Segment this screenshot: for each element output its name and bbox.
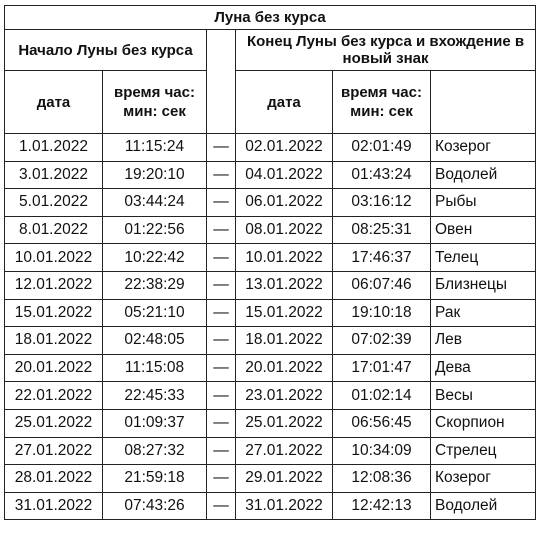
zodiac-sign-cell: Стрелец — [431, 437, 536, 465]
end-time-cell: 03:16:12 — [333, 189, 431, 217]
dash-cell: — — [207, 299, 236, 327]
start-time-cell: 21:59:18 — [103, 465, 207, 493]
start-time-cell: 19:20:10 — [103, 161, 207, 189]
end-date-cell: 27.01.2022 — [236, 437, 333, 465]
dash-cell: — — [207, 271, 236, 299]
start-date-cell: 22.01.2022 — [5, 382, 103, 410]
end-time-cell: 19:10:18 — [333, 299, 431, 327]
table-row — [5, 327, 536, 355]
dash-cell: — — [207, 354, 236, 382]
end-time-cell: 17:46:37 — [333, 244, 431, 272]
header-sign — [431, 71, 536, 134]
end-time-cell: 10:34:09 — [333, 437, 431, 465]
table-body — [5, 134, 536, 520]
end-time-cell: 01:43:24 — [333, 161, 431, 189]
table-row — [5, 299, 536, 327]
start-time-cell: 11:15:24 — [103, 134, 207, 162]
start-date-cell: 3.01.2022 — [5, 161, 103, 189]
end-date-cell: 15.01.2022 — [236, 299, 333, 327]
zodiac-sign-cell: Скорпион — [431, 409, 536, 437]
start-time-cell: 22:45:33 — [103, 382, 207, 410]
header-end-time: время час: мин: сек — [333, 71, 431, 134]
end-time-cell: 01:02:14 — [333, 382, 431, 410]
zodiac-sign-cell: Телец — [431, 244, 536, 272]
table-row — [5, 354, 536, 382]
start-time-cell: 01:22:56 — [103, 216, 207, 244]
header-dash-column — [207, 30, 236, 134]
zodiac-sign-cell: Рак — [431, 299, 536, 327]
end-date-cell: 20.01.2022 — [236, 354, 333, 382]
end-date-cell: 29.01.2022 — [236, 465, 333, 493]
end-date-cell: 06.01.2022 — [236, 189, 333, 217]
end-date-cell: 02.01.2022 — [236, 134, 333, 162]
start-date-cell: 8.01.2022 — [5, 216, 103, 244]
table-row — [5, 161, 536, 189]
end-time-cell: 06:07:46 — [333, 271, 431, 299]
start-date-cell: 10.01.2022 — [5, 244, 103, 272]
header-end-group: Конец Луны без курса и вхождение в новый знак — [236, 30, 536, 71]
start-time-cell: 02:48:05 — [103, 327, 207, 355]
start-time-cell: 10:22:42 — [103, 244, 207, 272]
table-title: Луна без курса — [5, 6, 536, 30]
table-row — [5, 216, 536, 244]
zodiac-sign-cell: Близнецы — [431, 271, 536, 299]
end-date-cell: 31.01.2022 — [236, 492, 333, 520]
zodiac-sign-cell: Лев — [431, 327, 536, 355]
zodiac-sign-cell: Козерог — [431, 134, 536, 162]
table-row — [5, 244, 536, 272]
start-date-cell: 28.01.2022 — [5, 465, 103, 493]
end-time-cell: 07:02:39 — [333, 327, 431, 355]
start-date-cell: 15.01.2022 — [5, 299, 103, 327]
end-date-cell: 10.01.2022 — [236, 244, 333, 272]
start-time-cell: 05:21:10 — [103, 299, 207, 327]
start-time-cell: 08:27:32 — [103, 437, 207, 465]
header-end-date: дата — [236, 71, 333, 134]
table-row — [5, 437, 536, 465]
start-time-cell: 01:09:37 — [103, 409, 207, 437]
start-time-cell: 11:15:08 — [103, 354, 207, 382]
dash-cell: — — [207, 492, 236, 520]
end-time-cell: 12:08:36 — [333, 465, 431, 493]
zodiac-sign-cell: Водолей — [431, 492, 536, 520]
zodiac-sign-cell: Козерог — [431, 465, 536, 493]
dash-cell: — — [207, 161, 236, 189]
end-date-cell: 04.01.2022 — [236, 161, 333, 189]
dash-cell: — — [207, 134, 236, 162]
start-date-cell: 27.01.2022 — [5, 437, 103, 465]
dash-cell: — — [207, 189, 236, 217]
end-date-cell: 13.01.2022 — [236, 271, 333, 299]
table-row — [5, 271, 536, 299]
zodiac-sign-cell: Рыбы — [431, 189, 536, 217]
zodiac-sign-cell: Овен — [431, 216, 536, 244]
start-time-cell: 22:38:29 — [103, 271, 207, 299]
start-time-cell: 07:43:26 — [103, 492, 207, 520]
start-date-cell: 25.01.2022 — [5, 409, 103, 437]
dash-cell: — — [207, 382, 236, 410]
table-row — [5, 492, 536, 520]
start-date-cell: 20.01.2022 — [5, 354, 103, 382]
zodiac-sign-cell: Водолей — [431, 161, 536, 189]
start-date-cell: 12.01.2022 — [5, 271, 103, 299]
table-row — [5, 189, 536, 217]
start-date-cell: 1.01.2022 — [5, 134, 103, 162]
end-time-cell: 17:01:47 — [333, 354, 431, 382]
header-start-date: дата — [5, 71, 103, 134]
end-time-cell: 06:56:45 — [333, 409, 431, 437]
table-row — [5, 134, 536, 162]
void-moon-table — [4, 5, 536, 520]
dash-cell: — — [207, 244, 236, 272]
end-date-cell: 08.01.2022 — [236, 216, 333, 244]
end-time-cell: 08:25:31 — [333, 216, 431, 244]
start-time-cell: 03:44:24 — [103, 189, 207, 217]
void-moon-table-container — [4, 5, 536, 520]
dash-cell: — — [207, 437, 236, 465]
end-time-cell: 02:01:49 — [333, 134, 431, 162]
zodiac-sign-cell: Дева — [431, 354, 536, 382]
table-row — [5, 409, 536, 437]
header-start-time: время час: мин: сек — [103, 71, 207, 134]
header-start-group: Начало Луны без курса — [5, 30, 207, 71]
start-date-cell: 5.01.2022 — [5, 189, 103, 217]
end-date-cell: 18.01.2022 — [236, 327, 333, 355]
dash-cell: — — [207, 216, 236, 244]
dash-cell: — — [207, 465, 236, 493]
dash-cell: — — [207, 409, 236, 437]
zodiac-sign-cell: Весы — [431, 382, 536, 410]
end-time-cell: 12:42:13 — [333, 492, 431, 520]
start-date-cell: 18.01.2022 — [5, 327, 103, 355]
end-date-cell: 25.01.2022 — [236, 409, 333, 437]
table-row — [5, 382, 536, 410]
start-date-cell: 31.01.2022 — [5, 492, 103, 520]
end-date-cell: 23.01.2022 — [236, 382, 333, 410]
dash-cell: — — [207, 327, 236, 355]
table-row — [5, 465, 536, 493]
